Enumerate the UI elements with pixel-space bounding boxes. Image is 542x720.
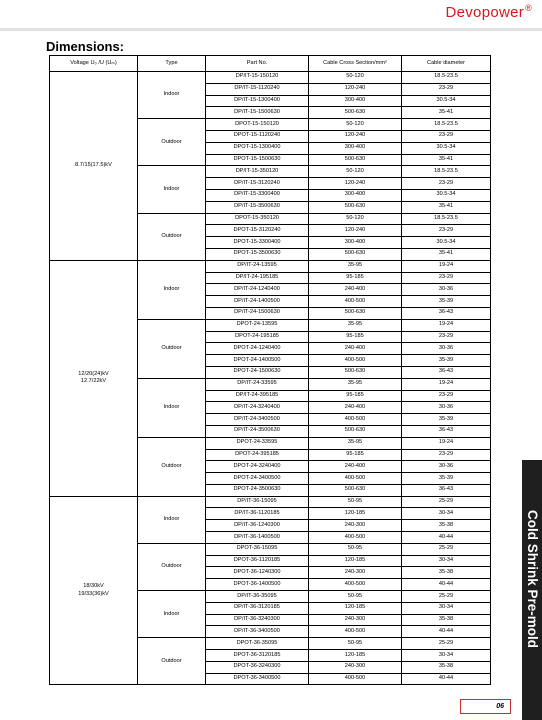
cable-section-cell: 50-120	[309, 72, 402, 84]
header-voltage: Voltage U₀ /U (Uₘ)	[50, 56, 138, 72]
cable-section-cell: 400-500	[309, 296, 402, 308]
part-no-cell: DP/IT-15-1120240	[206, 83, 309, 95]
cable-section-cell: 120-240	[309, 130, 402, 142]
page-header	[0, 0, 542, 31]
part-no-cell: DPOT-24-195185	[206, 331, 309, 343]
cable-diameter-cell: 35-38	[402, 567, 491, 579]
part-no-cell: DP/IT-24-195185	[206, 272, 309, 284]
brand-name: Devopower	[445, 4, 525, 21]
cable-section-cell: 240-300	[309, 567, 402, 579]
cable-section-cell: 240-300	[309, 614, 402, 626]
part-no-cell: DP/IT-36-3400500	[206, 626, 309, 638]
section-heading: Dimensions:	[46, 39, 125, 54]
cable-section-cell: 240-400	[309, 461, 402, 473]
type-cell: Indoor	[138, 72, 206, 119]
part-no-cell: DPOT-15-1500630	[206, 154, 309, 166]
cable-section-cell: 500-630	[309, 366, 402, 378]
cable-diameter-cell: 18.5-23.5	[402, 72, 491, 84]
part-no-cell: DPOT-15-350120	[206, 213, 309, 225]
cable-diameter-cell: 35-39	[402, 296, 491, 308]
part-no-cell: DPOT-24-33595	[206, 437, 309, 449]
cable-diameter-cell: 23-29	[402, 225, 491, 237]
table-row	[50, 72, 491, 84]
cable-section-cell: 50-120	[309, 166, 402, 178]
cable-diameter-cell: 36-43	[402, 484, 491, 496]
registered-mark: ®	[525, 3, 532, 13]
cable-diameter-cell: 40-44	[402, 532, 491, 544]
cable-section-cell: 300-400	[309, 142, 402, 154]
header-part-no: Part No.	[206, 56, 309, 72]
cable-section-cell: 400-500	[309, 414, 402, 426]
cable-diameter-cell: 30.5-34	[402, 237, 491, 249]
part-no-cell: DP/IT-24-3500630	[206, 425, 309, 437]
cable-section-cell: 50-120	[309, 119, 402, 131]
part-no-cell: DPOT-36-1400500	[206, 579, 309, 591]
part-no-cell: DP/IT-24-1500630	[206, 307, 309, 319]
cable-section-cell: 400-500	[309, 579, 402, 591]
part-no-cell: DP/IT-24-3400500	[206, 414, 309, 426]
cable-diameter-cell: 30-36	[402, 284, 491, 296]
part-no-cell: DPOT-36-1120185	[206, 555, 309, 567]
cable-diameter-cell: 19-24	[402, 378, 491, 390]
part-no-cell: DP/IT-24-395185	[206, 390, 309, 402]
table-row	[50, 260, 491, 272]
cable-diameter-cell: 30-34	[402, 650, 491, 662]
cable-diameter-cell: 35-41	[402, 154, 491, 166]
cable-diameter-cell: 35-39	[402, 414, 491, 426]
type-cell: Outdoor	[138, 119, 206, 166]
table-header-row	[50, 56, 491, 72]
cable-section-cell: 240-400	[309, 284, 402, 296]
part-no-cell: DPOT-24-1500630	[206, 366, 309, 378]
cable-section-cell: 35-95	[309, 378, 402, 390]
header-type: Type	[138, 56, 206, 72]
page-number: 06	[460, 699, 511, 714]
cable-diameter-cell: 35-41	[402, 107, 491, 119]
brand-logo	[445, 3, 532, 21]
cable-section-cell: 400-500	[309, 673, 402, 685]
cable-section-cell: 50-120	[309, 213, 402, 225]
type-cell: Indoor	[138, 166, 206, 213]
part-no-cell: DPOT-24-3240400	[206, 461, 309, 473]
cable-diameter-cell: 35-38	[402, 614, 491, 626]
cable-diameter-cell: 30-36	[402, 461, 491, 473]
part-no-cell: DPOT-15-3300400	[206, 237, 309, 249]
cable-diameter-cell: 19-24	[402, 260, 491, 272]
voltage-cell: 18/30kV 19/33(36)kV	[50, 496, 138, 685]
cable-diameter-cell: 25-29	[402, 496, 491, 508]
part-no-cell: DPOT-24-1240400	[206, 343, 309, 355]
cable-section-cell: 500-630	[309, 484, 402, 496]
part-no-cell: DPOT-36-3120185	[206, 650, 309, 662]
cable-section-cell: 120-185	[309, 508, 402, 520]
cable-section-cell: 500-630	[309, 307, 402, 319]
cable-section-cell: 300-400	[309, 95, 402, 107]
cable-diameter-cell: 35-41	[402, 248, 491, 260]
part-no-cell: DPOT-36-3240300	[206, 661, 309, 673]
cable-section-cell: 500-630	[309, 201, 402, 213]
part-no-cell: DP/IT-36-1400500	[206, 532, 309, 544]
side-tab-label: Cold Shrink Pre-mold	[525, 510, 540, 649]
cable-diameter-cell: 30.5-34	[402, 95, 491, 107]
cable-section-cell: 120-185	[309, 602, 402, 614]
type-cell: Outdoor	[138, 213, 206, 260]
cable-section-cell: 240-400	[309, 343, 402, 355]
type-cell: Indoor	[138, 591, 206, 638]
cable-diameter-cell: 40-44	[402, 673, 491, 685]
cable-diameter-cell: 30.5-34	[402, 142, 491, 154]
cable-diameter-cell: 18.5-23.5	[402, 213, 491, 225]
part-no-cell: DP/IT-36-3120185	[206, 602, 309, 614]
part-no-cell: DPOT-24-3500630	[206, 484, 309, 496]
cable-section-cell: 120-240	[309, 178, 402, 190]
part-no-cell: DPOT-24-1400500	[206, 355, 309, 367]
cable-section-cell: 400-500	[309, 355, 402, 367]
cable-diameter-cell: 35-39	[402, 473, 491, 485]
cable-diameter-cell: 40-44	[402, 626, 491, 638]
part-no-cell: DP/IT-15-3120240	[206, 178, 309, 190]
cable-section-cell: 120-185	[309, 650, 402, 662]
cable-section-cell: 35-95	[309, 319, 402, 331]
cable-diameter-cell: 19-24	[402, 319, 491, 331]
cable-diameter-cell: 23-29	[402, 178, 491, 190]
part-no-cell: DP/IT-15-1500630	[206, 107, 309, 119]
part-no-cell: DP/IT-24-33595	[206, 378, 309, 390]
cable-diameter-cell: 35-38	[402, 661, 491, 673]
part-no-cell: DPOT-36-15095	[206, 543, 309, 555]
part-no-cell: DP/IT-36-15095	[206, 496, 309, 508]
cable-diameter-cell: 35-38	[402, 520, 491, 532]
part-no-cell: DP/IT-36-1240300	[206, 520, 309, 532]
cable-diameter-cell: 25-29	[402, 591, 491, 603]
cable-section-cell: 300-400	[309, 237, 402, 249]
cable-section-cell: 120-240	[309, 83, 402, 95]
part-no-cell: DP/IT-15-3500630	[206, 201, 309, 213]
cable-diameter-cell: 36-43	[402, 366, 491, 378]
cable-section-cell: 50-95	[309, 638, 402, 650]
cable-diameter-cell: 23-29	[402, 331, 491, 343]
cable-section-cell: 500-630	[309, 154, 402, 166]
cable-diameter-cell: 35-39	[402, 355, 491, 367]
cable-section-cell: 300-400	[309, 189, 402, 201]
cable-section-cell: 500-630	[309, 425, 402, 437]
type-cell: Outdoor	[138, 638, 206, 685]
part-no-cell: DP/IT-24-13595	[206, 260, 309, 272]
header-divider	[0, 28, 542, 31]
cable-diameter-cell: 23-29	[402, 272, 491, 284]
cable-section-cell: 500-630	[309, 248, 402, 260]
voltage-cell: 8.7/15(17.5)kV	[50, 72, 138, 261]
cable-diameter-cell: 30-36	[402, 402, 491, 414]
cable-section-cell: 35-95	[309, 437, 402, 449]
part-no-cell: DPOT-36-35095	[206, 638, 309, 650]
cable-diameter-cell: 23-29	[402, 83, 491, 95]
cable-diameter-cell: 23-29	[402, 390, 491, 402]
cable-section-cell: 95-185	[309, 272, 402, 284]
part-no-cell: DPOT-15-3500630	[206, 248, 309, 260]
part-no-cell: DPOT-15-1300400	[206, 142, 309, 154]
part-no-cell: DPOT-15-1120240	[206, 130, 309, 142]
cable-section-cell: 400-500	[309, 532, 402, 544]
part-no-cell: DPOT-15-150120	[206, 119, 309, 131]
cable-section-cell: 95-185	[309, 331, 402, 343]
type-cell: Indoor	[138, 378, 206, 437]
part-no-cell: DPOT-24-13595	[206, 319, 309, 331]
cable-diameter-cell: 23-29	[402, 449, 491, 461]
cable-diameter-cell: 25-29	[402, 543, 491, 555]
cable-section-cell: 95-185	[309, 449, 402, 461]
cable-diameter-cell: 23-29	[402, 130, 491, 142]
type-cell: Indoor	[138, 496, 206, 543]
cable-diameter-cell: 30-34	[402, 602, 491, 614]
type-cell: Outdoor	[138, 319, 206, 378]
cable-section-cell: 95-185	[309, 390, 402, 402]
cable-section-cell: 400-500	[309, 473, 402, 485]
cable-diameter-cell: 19-24	[402, 437, 491, 449]
part-no-cell: DP/IT-24-1240400	[206, 284, 309, 296]
part-no-cell: DPOT-15-3120240	[206, 225, 309, 237]
part-no-cell: DP/IT-15-350120	[206, 166, 309, 178]
table-body	[50, 72, 491, 685]
cable-diameter-cell: 35-41	[402, 201, 491, 213]
cable-section-cell: 120-240	[309, 225, 402, 237]
cable-section-cell: 50-95	[309, 591, 402, 603]
cable-section-cell: 50-95	[309, 496, 402, 508]
cable-section-cell: 400-500	[309, 626, 402, 638]
cable-diameter-cell: 36-43	[402, 307, 491, 319]
cable-diameter-cell: 30-34	[402, 555, 491, 567]
cable-section-cell: 240-300	[309, 520, 402, 532]
type-cell: Outdoor	[138, 437, 206, 496]
part-no-cell: DPOT-36-3400500	[206, 673, 309, 685]
cable-diameter-cell: 30-34	[402, 508, 491, 520]
cable-section-cell: 35-95	[309, 260, 402, 272]
cable-diameter-cell: 18.5-23.5	[402, 166, 491, 178]
part-no-cell: DP/IT-15-150120	[206, 72, 309, 84]
cable-section-cell: 50-95	[309, 543, 402, 555]
part-no-cell: DPOT-24-3400500	[206, 473, 309, 485]
part-no-cell: DP/IT-24-3240400	[206, 402, 309, 414]
header-cable-cross-section: Cable Cross Section/mm²	[309, 56, 402, 72]
cable-section-cell: 120-185	[309, 555, 402, 567]
header-cable-diameter: Cable diameter	[402, 56, 491, 72]
part-no-cell: DP/IT-36-35095	[206, 591, 309, 603]
part-no-cell: DP/IT-24-1400500	[206, 296, 309, 308]
voltage-cell: 12/20(24)kV 12.7/22kV	[50, 260, 138, 496]
cable-section-cell: 240-400	[309, 402, 402, 414]
cable-diameter-cell: 30-36	[402, 343, 491, 355]
cable-diameter-cell: 36-43	[402, 425, 491, 437]
part-no-cell: DP/IT-15-3300400	[206, 189, 309, 201]
cable-diameter-cell: 30.5-34	[402, 189, 491, 201]
part-no-cell: DP/IT-36-3240300	[206, 614, 309, 626]
cable-section-cell: 240-300	[309, 661, 402, 673]
part-no-cell: DPOT-36-1240300	[206, 567, 309, 579]
cable-diameter-cell: 25-29	[402, 638, 491, 650]
part-no-cell: DP/IT-36-1120185	[206, 508, 309, 520]
cable-diameter-cell: 18.5-23.5	[402, 119, 491, 131]
dimensions-table	[49, 55, 491, 685]
type-cell: Indoor	[138, 260, 206, 319]
part-no-cell: DPOT-24-395185	[206, 449, 309, 461]
cable-diameter-cell: 40-44	[402, 579, 491, 591]
part-no-cell: DP/IT-15-1300400	[206, 95, 309, 107]
table-row	[50, 496, 491, 508]
cable-section-cell: 500-630	[309, 107, 402, 119]
type-cell: Outdoor	[138, 543, 206, 590]
